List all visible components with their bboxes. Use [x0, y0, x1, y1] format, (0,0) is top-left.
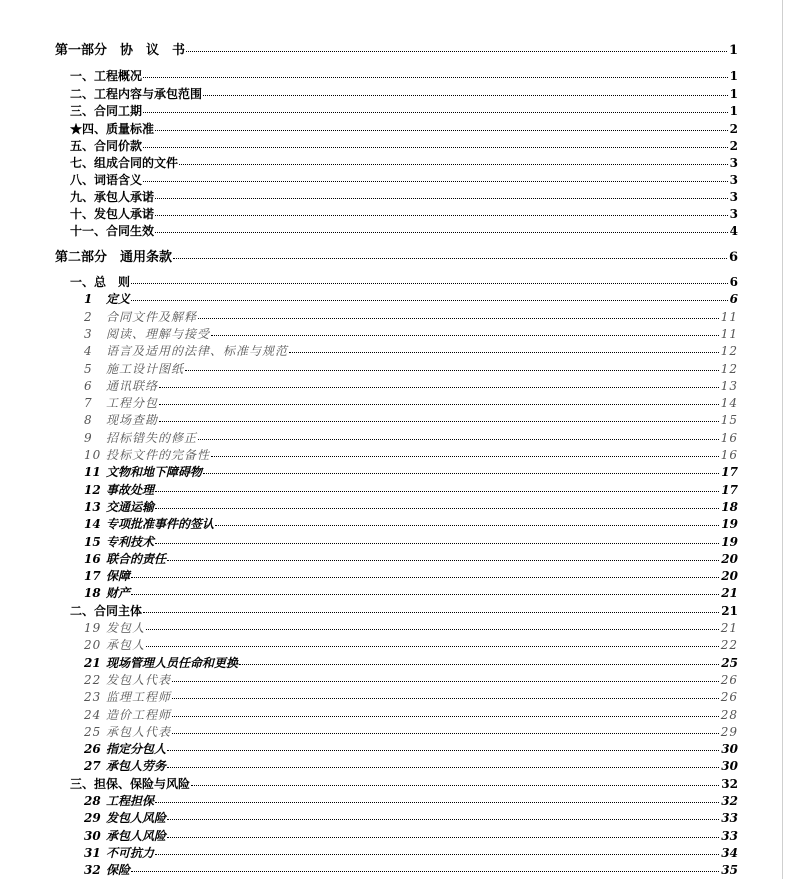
toc-entry-number: 27 [84, 759, 101, 773]
leader-dots [159, 421, 719, 422]
toc-entry-page: 4 [729, 224, 738, 238]
toc-entry-page: 3 [729, 207, 738, 221]
leader-dots [211, 335, 719, 336]
toc-entry-label: 工程担保 [106, 794, 155, 808]
toc-entry-label: 二、工程内容与承包范围 [70, 87, 203, 101]
toc-entry-title [84, 412, 158, 429]
toc-entry[interactable] [70, 155, 738, 172]
toc-entry-title [70, 86, 202, 103]
leader-dots [155, 802, 719, 803]
leader-dots [131, 300, 728, 301]
toc-entry-page: 12 [720, 362, 738, 376]
toc-entry-title [70, 138, 142, 155]
leader-dots [167, 767, 719, 768]
leader-dots [172, 716, 719, 717]
leader-dots [143, 612, 719, 613]
toc-entry-number: 25 [84, 725, 102, 739]
toc-entry-number: 26 [84, 742, 101, 756]
toc-entry-label: 承包人风险 [106, 829, 167, 843]
toc-entry-page: 20 [721, 569, 738, 583]
toc-entry-title [84, 655, 238, 672]
toc-entry-number: 1 [84, 292, 93, 306]
toc-entry-number: 11 [84, 465, 101, 479]
toc-entry[interactable] [84, 378, 738, 395]
toc-entry-number: 24 [84, 708, 102, 722]
toc-entry-label: 十、发包人承诺 [70, 207, 155, 221]
toc-entry-page: 19 [721, 517, 738, 531]
toc-entry-page: 30 [721, 759, 738, 773]
toc-entry-label: 十一、合同生效 [70, 224, 155, 238]
leader-dots [198, 439, 719, 440]
leader-dots [172, 681, 719, 682]
toc-entry-title [84, 430, 197, 447]
toc-entry-title [84, 309, 197, 326]
toc-entry-page: 33 [721, 829, 738, 843]
toc-entry[interactable] [84, 309, 738, 326]
toc-entry-label: 现场查勘 [106, 413, 159, 427]
toc-entry-number: 15 [84, 535, 101, 549]
toc-entry-title [84, 378, 158, 395]
leader-dots [167, 819, 719, 820]
toc-entry-page: 25 [721, 656, 738, 670]
toc-entry-page: 2 [729, 122, 738, 136]
leader-dots [155, 543, 719, 544]
toc-entry[interactable] [70, 206, 738, 223]
toc-entry-number: 31 [84, 846, 101, 860]
leader-dots [131, 283, 728, 284]
toc-entry-number: 28 [84, 794, 101, 808]
toc-entry-page: 26 [720, 673, 738, 687]
toc-entry-number: 19 [84, 621, 102, 635]
toc-entry-label: 发包人 [106, 621, 146, 635]
toc-entry-page: 18 [721, 500, 738, 514]
leader-dots [155, 508, 719, 509]
toc-entry-number: 5 [84, 362, 93, 376]
toc-entry-title [84, 689, 171, 706]
toc-entry-title [84, 707, 171, 724]
toc-entry-title [84, 534, 154, 551]
toc-entry-title [70, 223, 154, 240]
toc-entry[interactable] [84, 499, 738, 516]
toc-entry-page: 28 [720, 708, 738, 722]
toc-entry-number: 3 [84, 327, 93, 341]
toc-entry-page: 21 [721, 586, 738, 600]
toc-entry[interactable] [84, 412, 738, 429]
leader-dots [131, 871, 719, 872]
toc-entry-page: 21 [721, 604, 738, 618]
leader-dots [155, 215, 728, 216]
toc-entry-number: 7 [84, 396, 93, 410]
toc-entry-label: 三、担保、保险与风险 [70, 777, 191, 791]
toc-entry-page: 3 [729, 190, 738, 204]
toc-entry-number: 13 [84, 500, 101, 514]
toc-entry-number: 18 [84, 586, 101, 600]
leader-dots [159, 404, 719, 405]
toc-entry-label: 一、总 则 [70, 275, 131, 289]
toc-entry[interactable] [70, 189, 738, 206]
toc-entry-label: 工程分包 [106, 396, 159, 410]
toc-entry-page: 33 [721, 811, 738, 825]
toc-entry-page: 16 [720, 431, 738, 445]
toc-entry[interactable] [84, 655, 738, 672]
toc-entry-page: 30 [721, 742, 738, 756]
toc-entry-page: 34 [721, 846, 738, 860]
toc-entry-page: 2 [729, 139, 738, 153]
toc-entry-page: 15 [720, 413, 738, 427]
toc-entry-title [84, 568, 130, 585]
toc-entry-label: 第二部分 通用条款 [55, 250, 173, 265]
leader-dots [155, 198, 728, 199]
toc-entry-label: 投标文件的完备性 [106, 448, 211, 462]
toc-entry-label: 通讯联络 [106, 379, 159, 393]
leader-dots [203, 473, 719, 474]
toc-entry[interactable] [70, 223, 738, 240]
toc-entry-label: 专项批准事件的签认 [106, 517, 215, 531]
toc-entry-title [70, 189, 154, 206]
toc-entry-page: 11 [720, 310, 738, 324]
toc-entry-label: 承包人 [106, 638, 146, 652]
toc-entry-label: 专利技术 [106, 535, 155, 549]
toc-entry-page: 1 [729, 87, 738, 101]
toc-entry-number: 20 [84, 638, 102, 652]
toc-entry[interactable] [70, 121, 738, 138]
toc-entry-title [70, 172, 142, 189]
toc-entry-number: 8 [84, 413, 93, 427]
toc-entry-label: 招标错失的修正 [106, 431, 198, 445]
toc-entry-page: 35 [721, 863, 738, 877]
leader-dots [172, 698, 719, 699]
toc-entry[interactable] [84, 689, 738, 706]
toc-entry-page: 21 [720, 621, 738, 635]
toc-entry-page: 13 [720, 379, 738, 393]
toc-entry-label: 现场管理人员任命和更换 [106, 656, 239, 670]
toc-entry[interactable] [84, 758, 738, 775]
toc-entry[interactable] [84, 637, 738, 654]
toc-entry-title [84, 724, 171, 741]
leader-dots [239, 664, 719, 665]
leader-dots [143, 77, 728, 78]
toc-entry-title [84, 845, 154, 862]
toc-entry-number: 23 [84, 690, 102, 704]
toc-entry-title [84, 637, 145, 654]
toc-entry[interactable] [84, 793, 738, 810]
leader-dots [155, 232, 728, 233]
toc-entry-title [55, 249, 172, 266]
toc-entry-label: 交通运输 [106, 500, 155, 514]
toc-entry-label: 事故处理 [106, 483, 155, 497]
toc-entry-number: 22 [84, 673, 102, 687]
toc-entry-label: 承包人劳务 [106, 759, 167, 773]
leader-dots [172, 733, 719, 734]
toc-entry[interactable] [84, 845, 738, 862]
toc-entry-label: 合同文件及解释 [106, 310, 198, 324]
toc-entry[interactable] [84, 810, 738, 827]
leader-dots [167, 837, 719, 838]
toc-entry[interactable] [84, 534, 738, 551]
toc-entry[interactable] [70, 274, 738, 291]
toc-entry[interactable] [70, 138, 738, 155]
leader-dots [159, 387, 719, 388]
toc-entry-number: 21 [84, 656, 101, 670]
toc-entry-page: 32 [721, 794, 738, 808]
toc-entry-page: 29 [720, 725, 738, 739]
toc-entry-title [70, 121, 154, 138]
toc-entry[interactable] [84, 516, 738, 533]
toc-entry-title [70, 274, 130, 291]
toc-entry-number: 9 [84, 431, 93, 445]
toc-entry-page: 19 [721, 535, 738, 549]
toc-entry-label: 定义 [106, 292, 131, 306]
toc-entry-title [70, 206, 154, 223]
toc-entry[interactable] [84, 707, 738, 724]
toc-entry[interactable] [84, 724, 738, 741]
toc-entry-label: 发包人风险 [106, 811, 167, 825]
toc-entry-title [70, 155, 178, 172]
toc-entry-number: 12 [84, 483, 101, 497]
toc-entry-title [84, 672, 171, 689]
toc-entry-title [84, 447, 210, 464]
toc-entry-label: 五、合同价款 [70, 139, 143, 153]
leader-dots [185, 370, 719, 371]
toc-entry-label: 二、合同主体 [70, 604, 143, 618]
toc-entry[interactable] [84, 585, 738, 602]
leader-dots [198, 318, 719, 319]
toc-entry-label: 监理工程师 [106, 690, 172, 704]
leader-dots [155, 491, 719, 492]
toc-entry-label: 指定分包人 [106, 742, 167, 756]
toc-entry[interactable] [70, 776, 738, 793]
toc-entry-label: 八、词语含义 [70, 173, 143, 187]
toc-entry-page: 26 [720, 690, 738, 704]
leader-dots [146, 646, 719, 647]
toc-entry-page: 6 [729, 292, 738, 306]
toc-entry-title [84, 810, 166, 827]
toc-entry[interactable] [84, 620, 738, 637]
toc-entry-title [70, 603, 142, 620]
leader-dots [143, 181, 728, 182]
leader-dots [179, 164, 728, 165]
toc-entry-page: 32 [721, 777, 738, 791]
leader-dots [146, 629, 719, 630]
toc-entry[interactable] [84, 741, 738, 758]
toc-entry[interactable] [84, 828, 738, 845]
toc-entry-page: 17 [721, 483, 738, 497]
toc-entry[interactable] [70, 172, 738, 189]
toc-entry-page: 6 [729, 275, 738, 289]
toc-entry-page: 1 [729, 69, 738, 83]
toc-entry-title [84, 395, 158, 412]
toc-entry[interactable] [84, 862, 738, 879]
toc-entry-title [84, 793, 154, 810]
toc-entry-title [84, 862, 130, 879]
toc-entry-label: 三、合同工期 [70, 104, 143, 118]
toc-entry-number: 2 [84, 310, 93, 324]
leader-dots [191, 785, 719, 786]
toc-entry-number: 30 [84, 829, 101, 843]
leader-dots [143, 147, 728, 148]
leader-dots [203, 95, 728, 96]
toc-entry-title [55, 42, 185, 59]
toc-entry-title [84, 585, 130, 602]
toc-entry-title [84, 482, 154, 499]
leader-dots [211, 456, 719, 457]
toc-entry-label: 七、组成合同的文件 [70, 156, 179, 170]
leader-dots [143, 112, 728, 113]
leader-dots [215, 525, 719, 526]
toc-entry[interactable] [84, 672, 738, 689]
toc-entry-title [84, 464, 202, 481]
toc-entry[interactable] [84, 395, 738, 412]
toc-entry-label: 不可抗力 [106, 846, 155, 860]
toc-entry[interactable] [84, 291, 738, 308]
toc-entry-number: 16 [84, 552, 101, 566]
toc-entry-page: 6 [728, 250, 738, 265]
toc-entry-label: 九、承包人承诺 [70, 190, 155, 204]
toc-entry-number: 17 [84, 569, 101, 583]
toc-entry-title [70, 68, 142, 85]
toc-entry-title [70, 103, 142, 120]
toc-entry-number: 32 [84, 863, 101, 877]
toc-entry-label: 承包人代表 [106, 725, 172, 739]
toc-entry[interactable] [84, 482, 738, 499]
toc-entry[interactable] [84, 568, 738, 585]
leader-dots [173, 258, 727, 259]
toc-entry-page: 1 [728, 43, 738, 58]
toc-entry-title [70, 776, 190, 793]
toc-entry-label: 发包人代表 [106, 673, 172, 687]
toc-entry-title [84, 499, 154, 516]
toc-entry[interactable] [70, 103, 738, 120]
toc-entry-label: 财产 [106, 586, 131, 600]
toc-entry[interactable] [70, 86, 738, 103]
toc-entry-title [84, 828, 166, 845]
leader-dots [289, 352, 719, 353]
toc-entry-number: 4 [84, 344, 93, 358]
toc-entry[interactable] [84, 551, 738, 568]
toc-entry-title [84, 551, 166, 568]
toc-entry-label: 造价工程师 [106, 708, 172, 722]
toc-entry-page: 16 [720, 448, 738, 462]
toc-entry[interactable] [55, 249, 738, 266]
toc-entry-page: 1 [729, 104, 738, 118]
leader-dots [167, 560, 719, 561]
toc-entry-number: 6 [84, 379, 93, 393]
toc-entry-label: 语言及适用的法律、标准与规范 [106, 344, 289, 358]
toc-entry[interactable] [84, 447, 738, 464]
toc-entry-title [84, 291, 130, 308]
leader-dots [131, 594, 719, 595]
toc-entry[interactable] [84, 361, 738, 378]
toc-entry-page: 3 [729, 173, 738, 187]
toc-entry-number: 14 [84, 517, 101, 531]
toc-entry-label: 保障 [106, 569, 131, 583]
leader-dots [131, 577, 719, 578]
toc-entry-label: 第一部分 协 议 书 [55, 43, 186, 58]
toc-entry[interactable] [84, 464, 738, 481]
toc-entry-title [84, 620, 145, 637]
toc-entry-page: 20 [721, 552, 738, 566]
toc-entry-page: 22 [720, 638, 738, 652]
toc-entry-label: 保险 [106, 863, 131, 877]
toc-entry[interactable] [55, 42, 738, 59]
toc-entry-page: 3 [729, 156, 738, 170]
page-edge [782, 0, 783, 879]
toc-entry-page: 11 [720, 327, 738, 341]
toc-entry-label: ★四、质量标准 [70, 122, 155, 136]
toc-entry-title [84, 741, 166, 758]
toc-entry-label: 联合的责任 [106, 552, 167, 566]
leader-dots [167, 750, 719, 751]
toc-entry-page: 17 [721, 465, 738, 479]
toc-entry-label: 一、工程概况 [70, 69, 143, 83]
toc-entry-title [84, 516, 214, 533]
toc-entry-page: 14 [720, 396, 738, 410]
toc-entry-label: 阅读、理解与接受 [106, 327, 211, 341]
toc-entry-number: 10 [84, 448, 102, 462]
toc-entry[interactable] [84, 326, 738, 343]
toc-entry-label: 施工设计图纸 [106, 362, 185, 376]
toc-entry[interactable] [70, 603, 738, 620]
toc-entry[interactable] [84, 430, 738, 447]
toc-entry[interactable] [70, 68, 738, 85]
toc-entry-title [84, 361, 184, 378]
toc-entry-title [84, 326, 210, 343]
toc-entry-page: 12 [720, 344, 738, 358]
toc-entry-title [84, 758, 166, 775]
toc-entry[interactable] [84, 343, 738, 360]
leader-dots [155, 130, 728, 131]
toc-entry-label: 文物和地下障碍物 [106, 465, 203, 479]
toc-entry-number: 29 [84, 811, 101, 825]
toc-entry-title [84, 343, 288, 360]
leader-dots [155, 854, 719, 855]
leader-dots [186, 51, 727, 52]
